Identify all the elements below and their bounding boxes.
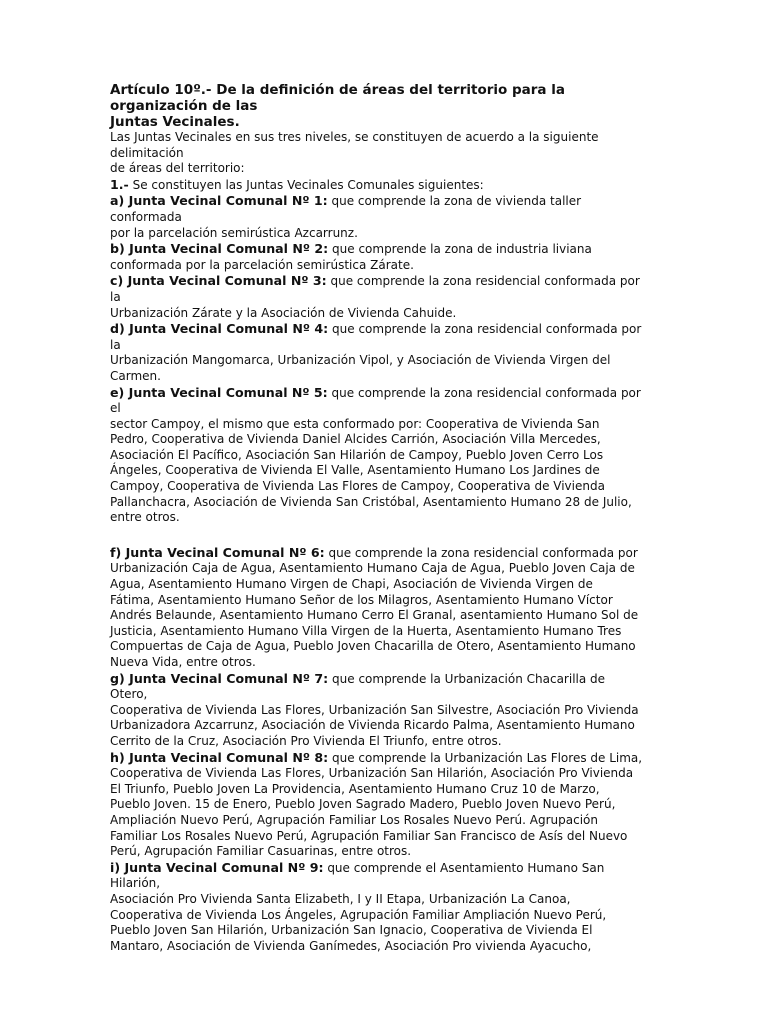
text-line: sector Campoy, el mismo que esta conformado por: Cooperativa de Vivienda San: [110, 416, 600, 431]
section-text: Se constituyen las Juntas Vecinales Comunales siguientes:: [128, 177, 484, 192]
text-line: Hilarión,: [110, 876, 161, 891]
text-line: Urbanizadora Azcarrunz, Asociación de Vivienda Ricardo Palma, Asentamiento Humano: [110, 718, 635, 733]
junta-description: que comprende la Urbanización Chacarilla de: [328, 671, 606, 686]
junta-item-first-line: [110, 750, 670, 767]
junta-label: h) Junta Vecinal Comunal Nº 8:: [110, 749, 329, 765]
text-line: El Triunfo, Pueblo Joven La Providencia, Asentamiento Humano Cruz 10 de Marzo,: [110, 781, 600, 796]
text-line: por la parcelación semirústica Azcarrunz.: [110, 225, 358, 240]
junta-description: que comprende la zona de industria liviana: [328, 242, 592, 257]
article-title: [110, 82, 670, 130]
junta-item: [110, 750, 670, 860]
junta-label: g) Junta Vecinal Comunal Nº 7:: [110, 670, 329, 686]
text-line: Pueblo Joven. 15 de Enero, Pueblo Joven Sagrado Madero, Pueblo Joven Nuevo Perú,: [110, 797, 616, 812]
title-line: Juntas Vecinales.: [110, 114, 240, 130]
junta-item-first-line: [110, 545, 670, 562]
text-line: Ángeles, Cooperativa de Vivienda El Valle, Asentamiento Humano Los Jardines de: [110, 463, 600, 478]
junta-item: [110, 241, 670, 273]
junta-item: [110, 545, 670, 671]
junta-item: [110, 860, 670, 955]
text-line: Pallanchacra, Asociación de Vivienda San Cristóbal, Asentamiento Humano 28 de Julio,: [110, 494, 632, 509]
text-line: Mantaro, Asociación de Vivienda Ganímedes, Asociación Pro vivienda Ayacucho,: [110, 938, 592, 953]
text-line: Cooperativa de Vivienda Los Ángeles, Agrupación Familiar Ampliación Nuevo Perú,: [110, 907, 607, 922]
junta-description: que comprende la Urbanización Las Flores de Lima,: [328, 750, 643, 765]
document-page: [110, 82, 670, 954]
text-line: de áreas del territorio:: [110, 161, 245, 176]
text-line: Campoy, Cooperativa de Vivienda Las Flores de Campoy, Cooperativa de Vivienda: [110, 479, 605, 494]
junta-description: que comprende la zona residencial conformada por: [328, 322, 642, 337]
junta-item: [110, 193, 670, 241]
text-line: Perú, Agrupación Familiar Casuarinas, entre otros.: [110, 844, 412, 859]
junta-label: e) Junta Vecinal Comunal Nº 5:: [110, 384, 328, 400]
section-number: 1.-: [110, 176, 129, 192]
junta-label: c) Junta Vecinal Comunal Nº 3:: [110, 273, 327, 289]
text-line: Familiar Los Rosales Nuevo Perú, Agrupación Familiar San Francisco de Asís del Nuevo: [110, 828, 628, 843]
junta-description: que comprende la zona residencial conformada por: [326, 274, 640, 289]
junta-description: que comprende el Asentamiento Humano San: [323, 860, 605, 875]
text-line: Otero,: [110, 687, 148, 702]
junta-label: a) Junta Vecinal Comunal Nº 1:: [110, 193, 328, 209]
text-line: entre otros.: [110, 510, 180, 525]
text-line: la: [110, 289, 121, 304]
junta-label: b) Junta Vecinal Comunal Nº 2:: [110, 241, 329, 257]
text-line: Andrés Belaunde, Asentamiento Humano Cerro El Granal, asentamiento Humano Sol de: [110, 608, 639, 623]
text-line: Cerrito de la Cruz, Asociación Pro Vivienda El Triunfo, entre otros.: [110, 733, 502, 748]
text-line: Asociación Pro Vivienda Santa Elizabeth, I y II Etapa, Urbanización La Canoa,: [110, 891, 571, 906]
text-line: conformada por la parcelación semirústica Zárate.: [110, 257, 414, 272]
junta-item-first-line: [110, 321, 670, 338]
text-line: el: [110, 401, 121, 416]
junta-item-first-line: [110, 671, 670, 688]
text-line: Fátima, Asentamiento Humano Señor de los Milagros, Asentamiento Humano Víctor: [110, 592, 613, 607]
paragraph-gap: [110, 526, 670, 545]
junta-item: [110, 321, 670, 384]
text-line: Las Juntas Vecinales en sus tres niveles, se constituyen de acuerdo a la siguiente: [110, 130, 599, 144]
text-line: Cooperativa de Vivienda Las Flores, Urbanización San Silvestre, Asociación Pro Vivienda: [110, 702, 639, 717]
title-line: Artículo 10º.- De la definición de áreas del territorio para la: [110, 82, 565, 98]
text-line: Nueva Vida, entre otros.: [110, 655, 256, 669]
junta-description: que comprende la zona de vivienda taller: [327, 194, 582, 209]
text-line: delimitación: [110, 145, 184, 160]
text-line: Agua, Asentamiento Humano Virgen de Chapi, Asociación de Vivienda Virgen de: [110, 577, 593, 592]
text-line: Urbanización Mangomarca, Urbanización Vipol, y Asociación de Vivienda Virgen del: [110, 353, 611, 368]
junta-item-first-line: [110, 385, 670, 402]
junta-item-first-line: [110, 273, 670, 290]
junta-item: [110, 273, 670, 321]
junta-label: d) Junta Vecinal Comunal Nº 4:: [110, 321, 329, 337]
text-line: Cooperativa de Vivienda Las Flores, Urbanización San Hilarión, Asociación Pro Vivienda: [110, 766, 634, 781]
junta-description: que comprende la zona residencial conformada por: [327, 385, 641, 400]
text-line: Carmen.: [110, 368, 161, 383]
text-line: Ampliación Nuevo Perú, Agrupación Familiar Los Rosales Nuevo Perú. Agrupación: [110, 812, 598, 827]
section-heading: [110, 177, 670, 194]
junta-item-first-line: [110, 860, 670, 877]
junta-list: [110, 193, 670, 954]
junta-item: [110, 671, 670, 750]
intro-paragraph: [110, 130, 670, 177]
junta-description: que comprende la zona residencial conformada por: [324, 545, 638, 560]
text-line: Pedro, Cooperativa de Vivienda Daniel Alcides Carrión, Asociación Villa Mercedes,: [110, 432, 601, 447]
title-line: organización de las: [110, 98, 258, 114]
text-line: Urbanización Zárate y la Asociación de Vivienda Cahuide.: [110, 305, 457, 320]
junta-label: f) Junta Vecinal Comunal Nº 6:: [110, 544, 325, 560]
text-line: Pueblo Joven San Hilarión, Urbanización San Ignacio, Cooperativa de Vivienda El: [110, 923, 593, 938]
junta-label: i) Junta Vecinal Comunal Nº 9:: [110, 859, 324, 875]
text-line: Justicia, Asentamiento Humano Villa Virgen de la Huerta, Asentamiento Humano Tres: [110, 623, 622, 638]
junta-item-first-line: [110, 241, 670, 258]
text-line: Compuertas de Caja de Agua, Pueblo Joven Chacarilla de Otero, Asentamiento Humano: [110, 639, 636, 654]
text-line: la: [110, 337, 121, 352]
junta-item-first-line: [110, 193, 670, 210]
text-line: Urbanización Caja de Agua, Asentamiento Humano Caja de Agua, Pueblo Joven Caja de: [110, 561, 635, 576]
junta-item: [110, 385, 670, 526]
text-line: Asociación El Pacífico, Asociación San Hilarión de Campoy, Pueblo Joven Cerro Los: [110, 447, 604, 462]
text-line: conformada: [110, 209, 182, 224]
